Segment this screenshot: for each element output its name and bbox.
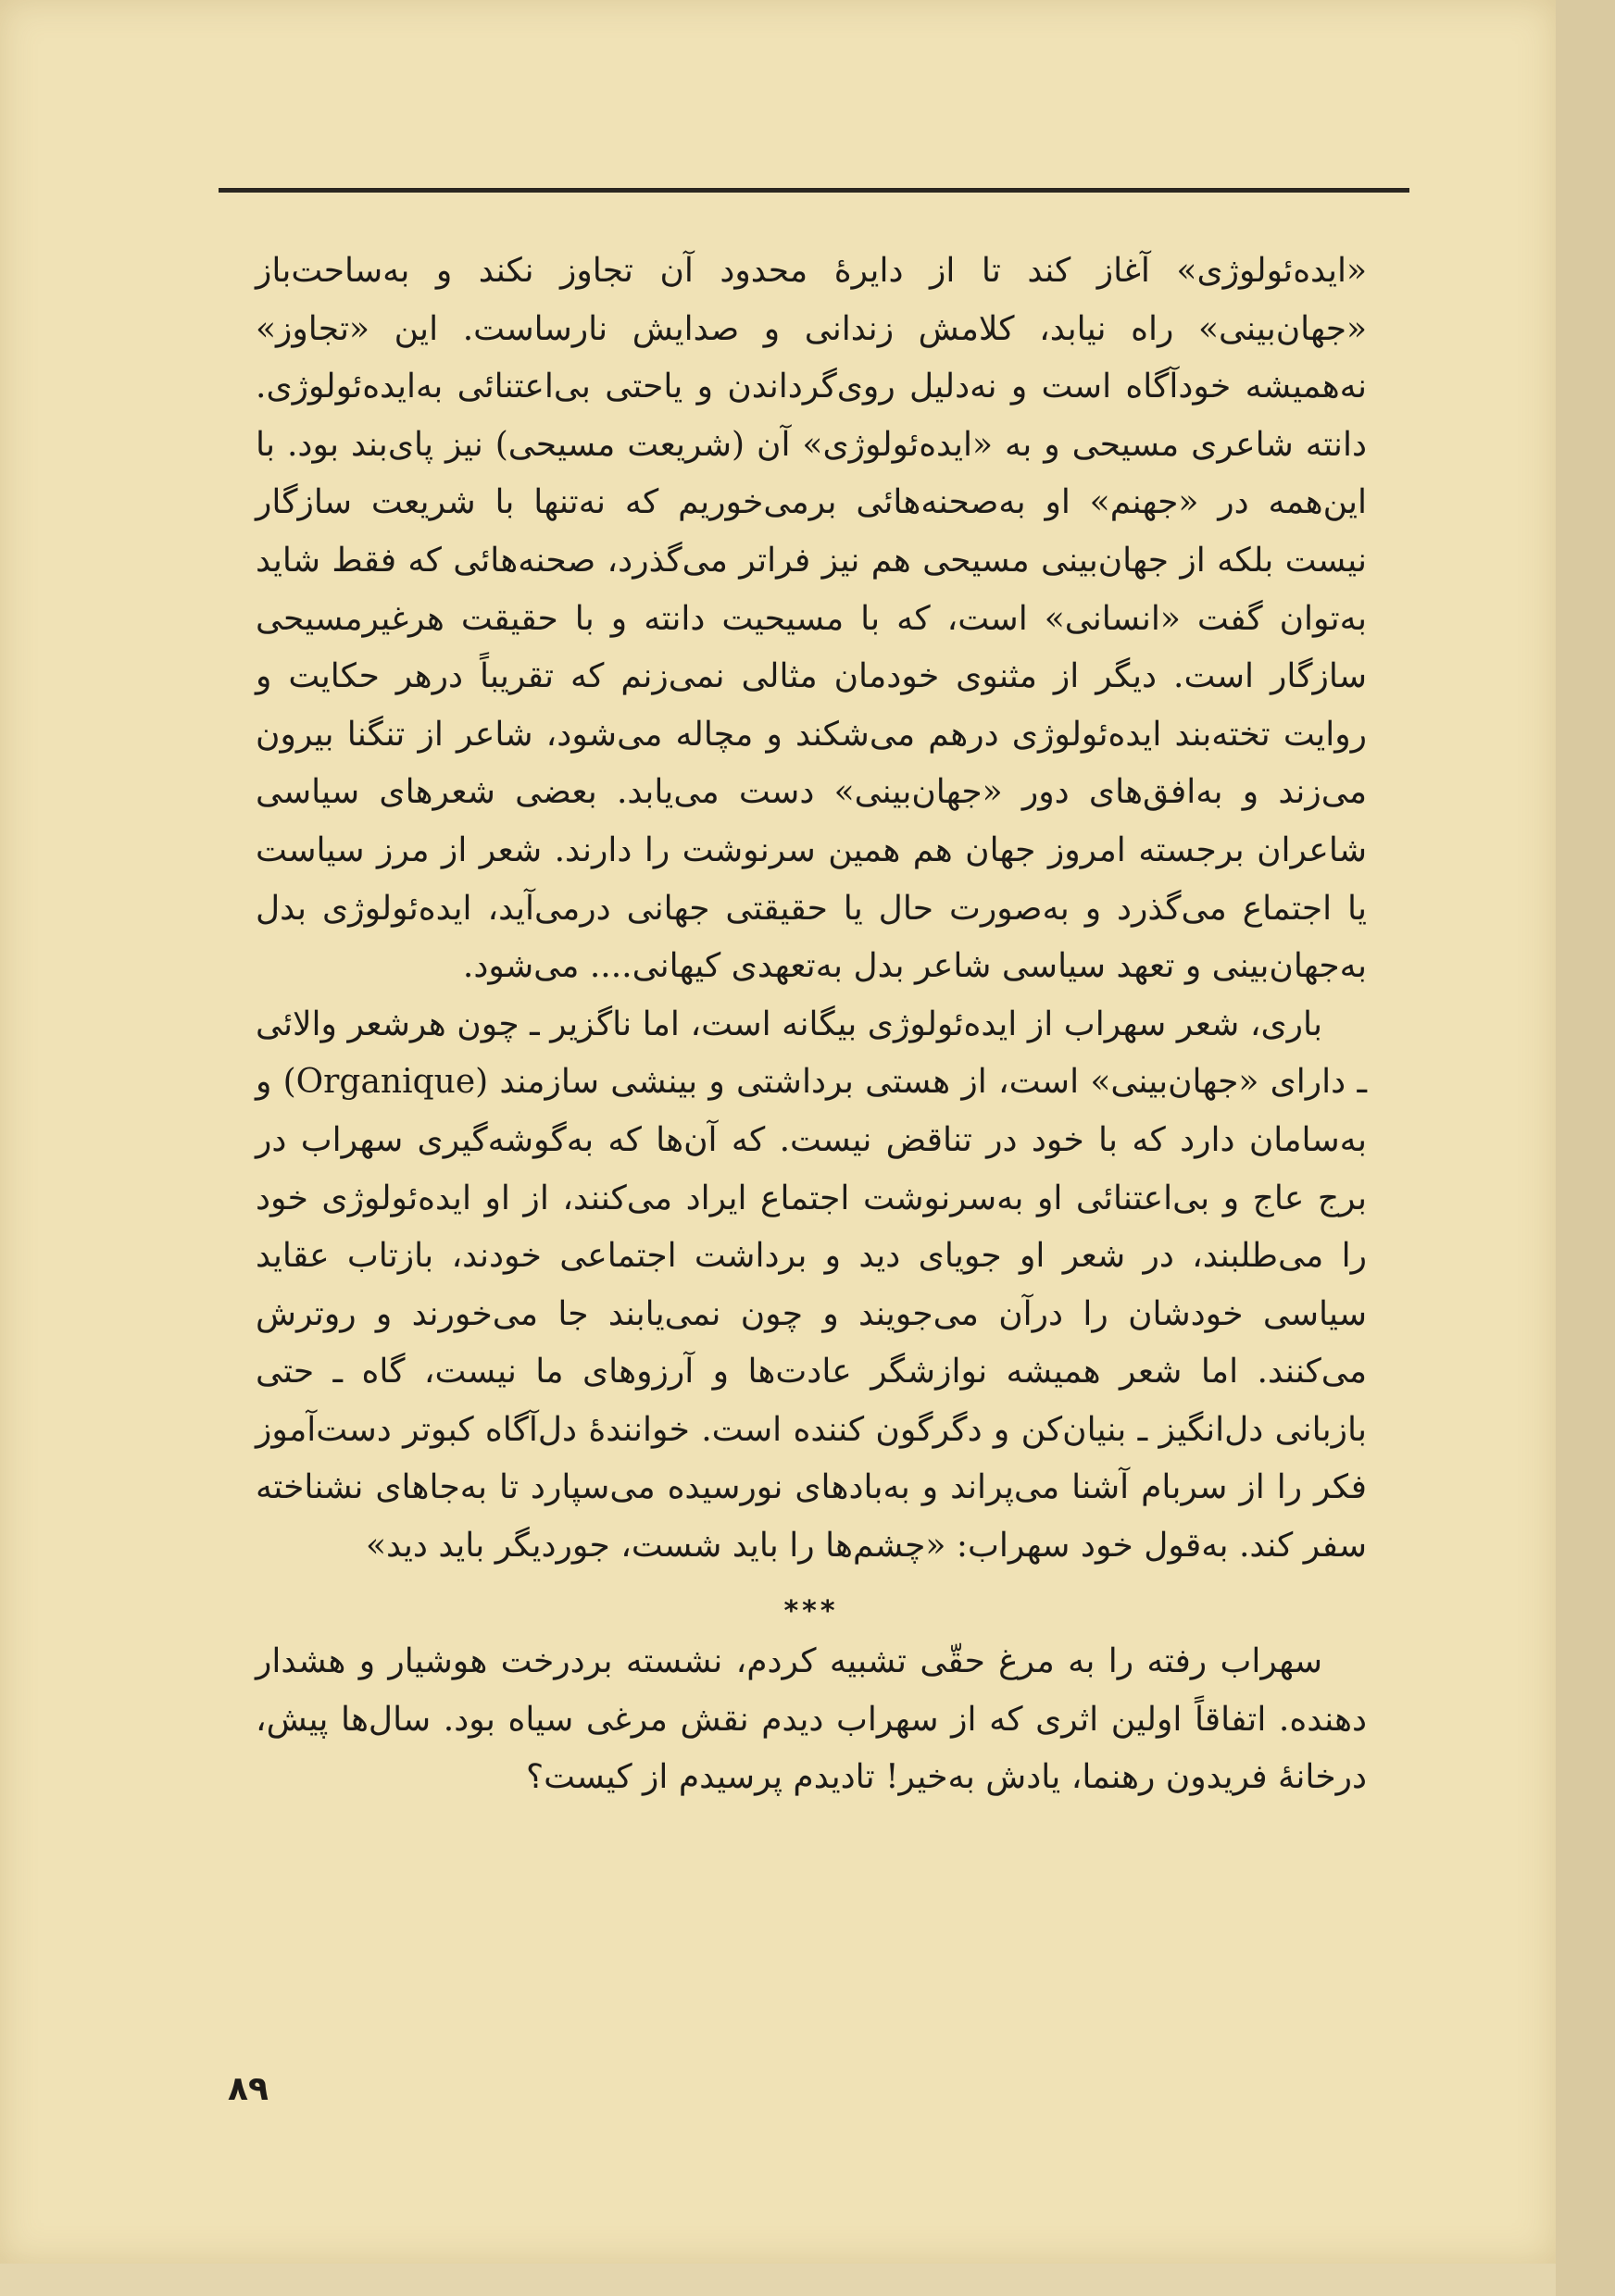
paragraph-1: «ایده‌ئولوژی» آغاز کند تا از دایرهٔ محدود آن تجاوز نکند و به‌ساحت‌باز «جهان‌بینی» راه نیابد، کلامش زندانی و صدایش نارساست. این «تجاوز» نه‌همیشه خودآگاه است و نه‌دلیل روی‌گرداندن و یاحتی بی‌اعتنائی به‌ایده‌ئولوژی. دانته شاعری مسیحی و به «ایده‌ئولوژی» آن (شریعت مسیحی) نیز پای‌بند بود. با این‌همه در «جهنم» او به‌صحنه‌هائی برمی‌خوریم که نه‌تنها با شریعت سازگار نیست بلکه از جهان‌بینی مسیحی هم نیز فراتر می‌گذرد، صحنه‌هائی که فقط شاید به‌توان گفت «انسانی» است، که با مسیحیت دانته و با حقیقت هرغیرمسیحی سازگار است. دیگر از مثنوی خودمان مثالی نمی‌زنم که تقریباً درهر حکایت و روایت تخته‌بند ایده‌ئولوژی درهم می‌شکند و مچاله می‌شود، شاعر از تنگنا بیرون می‌زند و به‌افق‌های دور «جهان‌بینی» دست می‌یابد. بعضی شعرهای سیاسی شاعران برجسته امروز جهان هم همین سرنوشت را دارند. شعر از مرز سیاست یا اجتماع می‌گذرد و به‌صورت حال یا حقیقتی جهانی درمی‌آید، ایده‌ئولوژی بدل به‌جهان‌بینی و تعهد سیاسی شاعر بدل به‌تعهدی کیهانی.... می‌شود. [256,252,1367,986]
paragraph-3: سهراب رفته را به مرغ حقّی تشبیه کردم، نشسته بردرخت هوشیار و هشدار دهنده. اتفاقاً اولین اثری که از سهراب دیدم نقش مرغی سیاه بود. سال‌ها پیش، درخانهٔ فریدون رهنما، یادش به‌خیر! تادیدم پرسیدم از کیست؟ [256,1642,1367,1797]
header-rule [219,188,1409,193]
section-separator: *** [783,1594,839,1628]
paragraph-2: باری، شعر سهراب از ایده‌ئولوژی بیگانه است، اما ناگزیر ـ چون هرشعر والائی ـ دارای «جهان‌بینی» است، از هستی برداشتی و بینشی سازمند (Organique) و به‌سامان دارد که با خود در تناقض نیست. که آن‌ها که به‌گوشه‌گیری سهراب در برج عاج و بی‌اعتنائی او به‌سرنوشت اجتماع ایراد می‌کنند، از او ایده‌ئولوژی خود را می‌طلبند، در شعر او جویای دید و برداشت اجتماعی خودند، بازتاب عقاید سیاسی خودشان را درآن می‌جویند و چون نمی‌یابند جا می‌خورند و روترش می‌کنند. اما شعر همیشه نوازشگر عادت‌ها و آرزوهای ما نیست، گاه ـ حتی بازبانی دل‌انگیز ـ بنیان‌کن و دگرگون کننده است. خوانندهٔ دل‌آگاه کبوتر دست‌آموز فکر را از سربام آشنا می‌پراند و به‌بادهای نورسیده می‌سپارد تا به‌جاهای نشناخته سفر کند. به‌قول خود سهراب: «چشم‌ها را باید شست، جوردیگر باید دید» [256,1004,1367,1566]
body-text [256,243,1367,1807]
scan-background-strip [1556,0,1615,2296]
page-number: ۸۹ [228,2070,269,2108]
